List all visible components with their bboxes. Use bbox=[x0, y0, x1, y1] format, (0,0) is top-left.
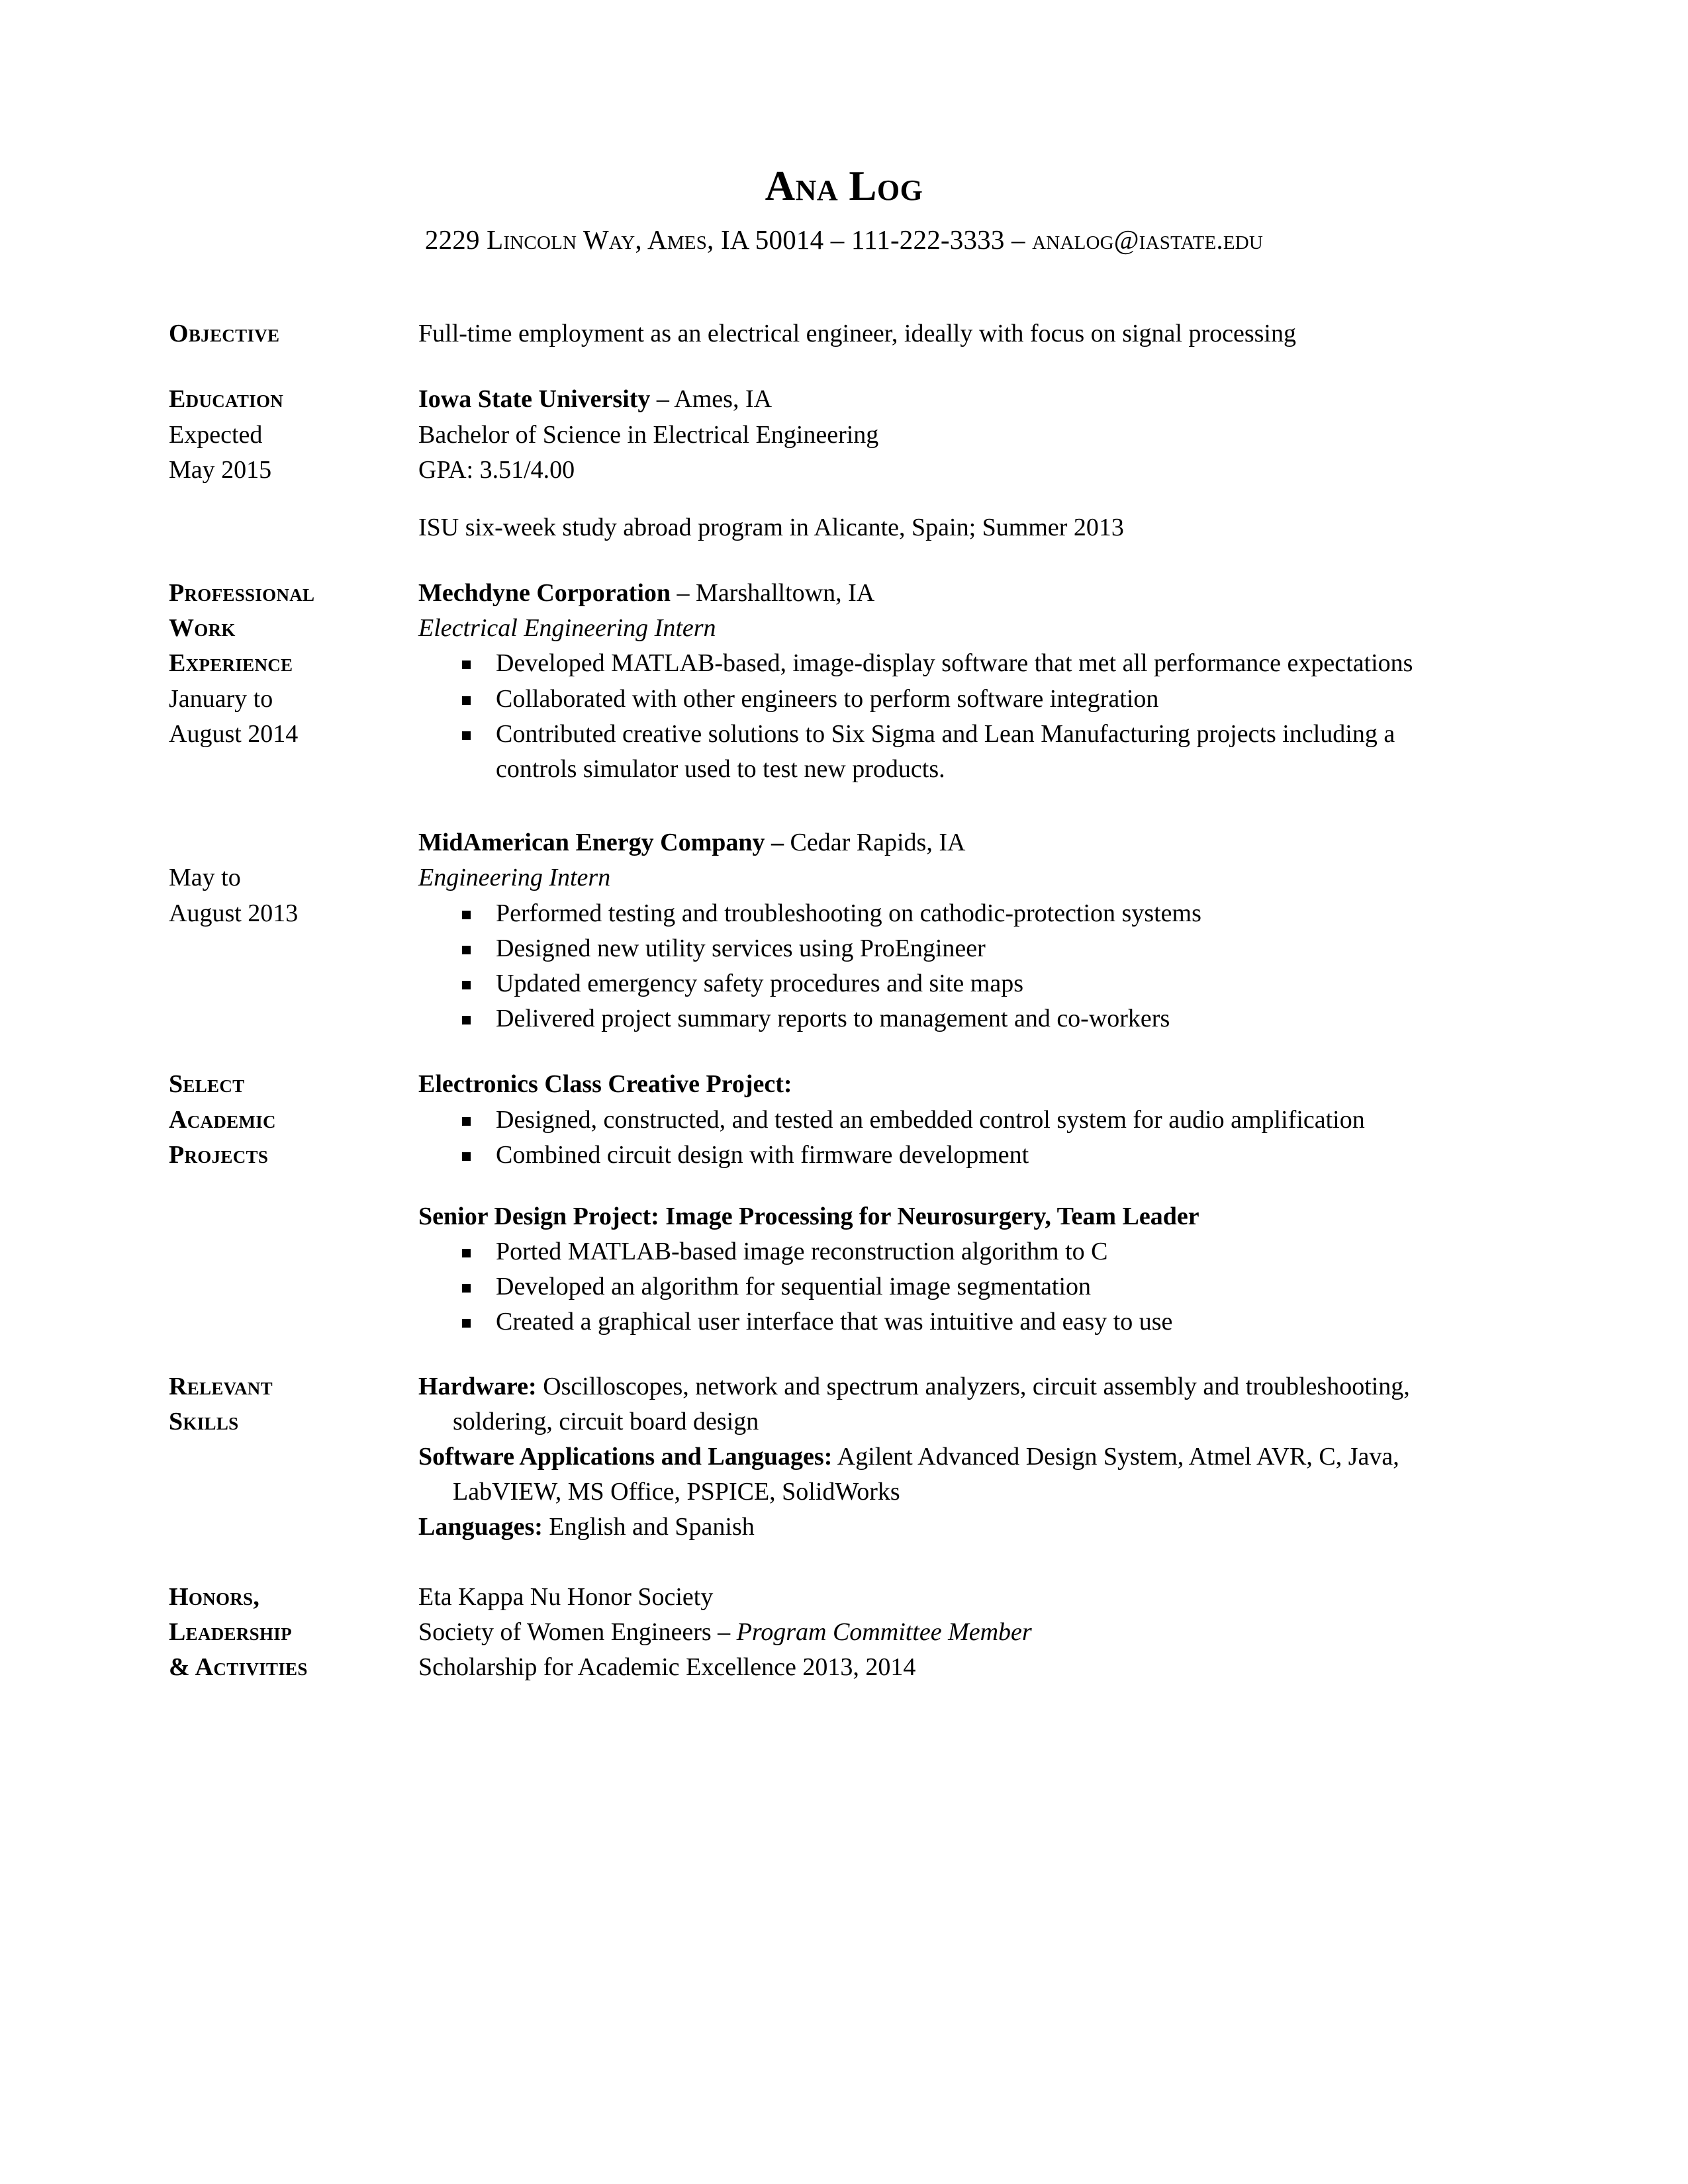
job-2-dates-line1: May to bbox=[169, 864, 241, 892]
resume-header bbox=[0, 0, 1688, 255]
section-honors bbox=[169, 1580, 1430, 1686]
honors-line-1 bbox=[418, 1580, 1430, 1615]
candidate-name: Ana Log bbox=[765, 163, 923, 209]
skills-entry-languages bbox=[418, 1510, 1430, 1545]
list-item: Ported MATLAB-based image reconstruction algorithm to C bbox=[450, 1234, 1430, 1269]
skills-lead-languages: Languages: bbox=[418, 1513, 543, 1541]
skills-text-languages: English and Spanish bbox=[542, 1513, 755, 1541]
section-label-projects-line1: Select bbox=[169, 1070, 245, 1099]
section-label-honors-line1: Honors, bbox=[169, 1582, 260, 1611]
spacer bbox=[169, 351, 1430, 382]
list-item: Created a graphical user interface that was intuitive and easy to use bbox=[450, 1304, 1430, 1340]
education-expected-line2: May 2015 bbox=[169, 455, 272, 484]
skills-text-hardware: Oscilloscopes, network and spectrum analyzers, circuit assembly and troubleshooting, soldering, circuit board design bbox=[453, 1372, 1410, 1435]
skills-entry-hardware bbox=[418, 1369, 1430, 1439]
education-expected-line1: Expected bbox=[169, 420, 263, 449]
honors-line-2-italic: Program Committee Member bbox=[736, 1617, 1032, 1646]
section-projects bbox=[169, 1067, 1430, 1340]
skills-entry-software bbox=[418, 1439, 1430, 1510]
projects-body-col bbox=[418, 1067, 1430, 1340]
job-2-dates-line2: August 2013 bbox=[169, 899, 299, 927]
spacer bbox=[169, 1340, 1430, 1369]
job-1-employer: Mechdyne Corporation bbox=[418, 579, 671, 608]
spacer bbox=[418, 488, 1430, 510]
spacer bbox=[169, 1545, 1430, 1580]
honors-line-3-text: Scholarship for Academic Excellence 2013, 2014 bbox=[418, 1653, 916, 1681]
job-2-title: Engineering Intern bbox=[418, 864, 611, 892]
section-label-projects-line3: Projects bbox=[169, 1140, 269, 1169]
section-label-experience-line2: Work bbox=[169, 614, 236, 643]
education-school-line bbox=[418, 382, 1430, 417]
list-item: Developed an algorithm for sequential image segmentation bbox=[450, 1269, 1430, 1304]
section-education bbox=[169, 382, 1430, 545]
job-2-employer: MidAmerican Energy Company – bbox=[418, 829, 784, 857]
honors-label-col bbox=[169, 1580, 418, 1686]
list-item: Designed new utility services using ProEngineer bbox=[450, 931, 1430, 966]
list-item: Collaborated with other engineers to perform software integration bbox=[450, 682, 1430, 717]
contact-line: 2229 Lincoln Way, Ames, IA 50014 – 111-222-3333 – analog@iastate.edu bbox=[424, 224, 1264, 255]
honors-line-2 bbox=[418, 1615, 1430, 1650]
job-1-dates-line2: August 2014 bbox=[169, 719, 299, 748]
honors-line-3 bbox=[418, 1650, 1430, 1685]
skills-lead-software: Software Applications and Languages: bbox=[418, 1443, 833, 1471]
education-degree: Bachelor of Science in Electrical Engineering bbox=[418, 420, 879, 449]
list-item: Contributed creative solutions to Six Sigma and Lean Manufacturing projects including a controls simulator used to test new products. bbox=[450, 717, 1430, 787]
section-experience-job-1 bbox=[169, 576, 1430, 787]
job-1-bullet-list bbox=[418, 646, 1430, 787]
job-1-dates-line1: January to bbox=[169, 684, 273, 713]
list-item: Delivered project summary reports to management and co-workers bbox=[450, 1001, 1430, 1036]
objective-text: Full-time employment as an electrical engineer, ideally with focus on signal processing bbox=[418, 320, 1296, 348]
skills-text-software: Agilent Advanced Design System, Atmel AVR, C, Java, LabVIEW, MS Office, PSPICE, SolidWorks bbox=[453, 1443, 1399, 1506]
section-skills bbox=[169, 1369, 1430, 1545]
section-experience-job-2 bbox=[169, 825, 1430, 1036]
objective-body-col bbox=[418, 316, 1430, 351]
project-1-title: Electronics Class Creative Project: bbox=[418, 1070, 792, 1099]
list-item: Designed, constructed, and tested an embedded control system for audio amplification bbox=[450, 1103, 1430, 1138]
section-label-honors-line2: Leadership bbox=[169, 1617, 292, 1646]
projects-label-col bbox=[169, 1067, 418, 1173]
section-label-honors-line3: & Activities bbox=[169, 1653, 308, 1681]
spacer bbox=[418, 1173, 1430, 1199]
section-label-experience-line1: Professional bbox=[169, 579, 315, 608]
section-objective bbox=[169, 316, 1430, 351]
section-label-objective: Objective bbox=[169, 320, 280, 348]
skills-label-col bbox=[169, 1369, 418, 1439]
project-1-bullet-list bbox=[418, 1103, 1430, 1173]
list-item: Updated emergency safety procedures and site maps bbox=[450, 966, 1430, 1001]
honors-line-1-text: Eta Kappa Nu Honor Society bbox=[418, 1582, 714, 1611]
section-label-skills-line2: Skills bbox=[169, 1407, 239, 1435]
job-1-location: – Marshalltown, IA bbox=[671, 579, 875, 608]
list-item: Combined circuit design with firmware development bbox=[450, 1138, 1430, 1173]
education-label-col bbox=[169, 382, 418, 488]
education-school-name: Iowa State University bbox=[418, 385, 651, 414]
education-body-col bbox=[418, 382, 1430, 545]
job-1-title: Electrical Engineering Intern bbox=[418, 614, 716, 643]
section-label-experience-line3: Experience bbox=[169, 649, 293, 678]
spacer bbox=[169, 1036, 1430, 1067]
section-label-skills-line1: Relevant bbox=[169, 1372, 273, 1400]
honors-line-2-text: Society of Women Engineers – bbox=[418, 1617, 737, 1646]
resume-body bbox=[0, 316, 1688, 1685]
job-1-employer-line bbox=[418, 576, 1430, 611]
list-item: Developed MATLAB-based, image-display software that met all performance expectations bbox=[450, 646, 1430, 681]
job-1-body-col bbox=[418, 576, 1430, 787]
project-2-bullet-list bbox=[418, 1234, 1430, 1340]
job-2-label-col bbox=[169, 825, 418, 931]
skills-lead-hardware: Hardware: bbox=[418, 1372, 537, 1400]
spacer bbox=[169, 787, 1430, 825]
list-item: Performed testing and troubleshooting on cathodic-protection systems bbox=[450, 896, 1430, 931]
section-label-projects-line2: Academic bbox=[169, 1105, 276, 1134]
objective-label-col bbox=[169, 316, 418, 351]
project-2-title: Senior Design Project: Image Processing for Neurosurgery, Team Leader bbox=[418, 1202, 1199, 1230]
job-2-bullet-list bbox=[418, 896, 1430, 1037]
education-gpa: GPA: 3.51/4.00 bbox=[418, 455, 575, 484]
honors-body-col bbox=[418, 1580, 1430, 1686]
spacer bbox=[169, 545, 1430, 576]
job-2-employer-line bbox=[418, 825, 1430, 860]
experience-label-col bbox=[169, 576, 418, 752]
education-school-location: – Ames, IA bbox=[650, 385, 773, 414]
skills-body-col bbox=[418, 1369, 1430, 1545]
education-study-abroad: ISU six-week study abroad program in Alicante, Spain; Summer 2013 bbox=[418, 513, 1124, 541]
job-2-body-col bbox=[418, 825, 1430, 1036]
job-2-location: Cedar Rapids, IA bbox=[784, 829, 966, 857]
section-label-education: Education bbox=[169, 385, 284, 414]
